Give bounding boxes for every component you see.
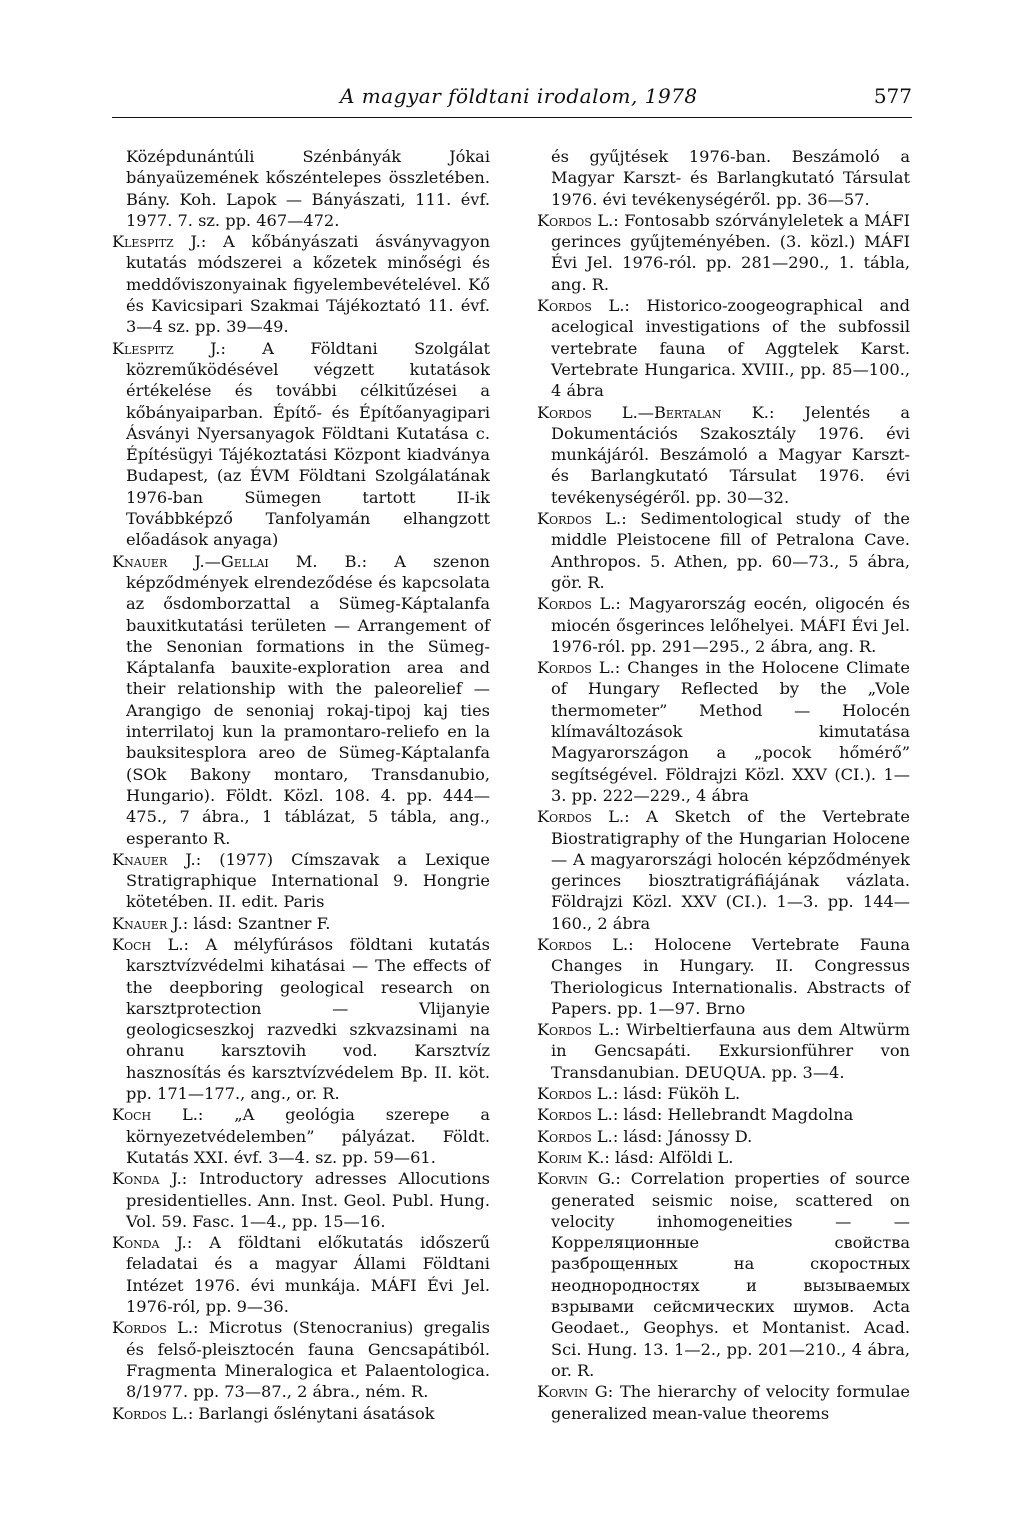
entry-author: Korvin G. bbox=[537, 1169, 616, 1189]
entry-author: Knauer J. bbox=[112, 849, 196, 869]
entry-text: : lásd: Hellebrandt Magdolna bbox=[612, 1105, 854, 1125]
bibliography-entry bbox=[537, 295, 910, 401]
entry-text: : lásd: Alföldi L. bbox=[604, 1147, 734, 1167]
bibliography-entry bbox=[112, 1403, 490, 1424]
bibliography-entry bbox=[112, 934, 490, 1104]
entry-author: Klespitz J. bbox=[112, 232, 201, 252]
entry-text: : A kőbányászati ásványvagyon kutatás módszerei a kőzetek minőségi és meddőviszonyainak figyelembevételével. Kő és Kavicsipari Szakmai Tájékoztató 11. évf. 3—4 sz. pp. 39—49. bbox=[126, 232, 490, 337]
entry-text: : Introductory adresses Allocutions presidentielles. Ann. Inst. Geol. Publ. Hung. Vol. 59. Fasc. 1—4., pp. 15—16. bbox=[126, 1169, 490, 1231]
bibliography-entry bbox=[112, 1232, 490, 1317]
bibliography-entry bbox=[537, 593, 910, 657]
bibliography-entry bbox=[537, 210, 910, 295]
running-header bbox=[112, 84, 912, 116]
entry-text: : Fontosabb szórványleletek a MÁFI gerinces gyűjteményében. (3. közl.) MÁFI Évi Jel. 1976-ról. pp. 281—290., 1. tábla, ang. R. bbox=[551, 210, 911, 294]
entry-text: : A Földtani Szolgálat közreműködésével végzett kutatások értékelése és további célkitűzései a kőbányaiparban. Építő- és Építőanyagipari Ásványi Nyersanyagok Földtani Kutatása c. Építésügyi Tájékoztatási Központ kiadványa Budapest, (az ÉVM Földtani Szolgálatának 1976-ban Sümegen tartott II-ik Továbbképző Tanfolyamán elhangzott előadások anyaga) bbox=[126, 338, 491, 550]
entry-author: Konda J. bbox=[112, 1169, 182, 1189]
entry-author: Kordos L. bbox=[537, 807, 625, 827]
entry-author: Knauer J.—Gellai M. B. bbox=[112, 551, 362, 571]
entry-text: : Changes in the Holocene Climate of Hungary Reflected by the „Vole thermometer” Method — Holocén klímaváltozások kimutatása Magyarországon a „pocok hőmérő” segítségével. Földrajzi Közl. XXV (CI.). 1—3. pp. 222—229., 4 ábra bbox=[551, 658, 910, 805]
bibliography-entry bbox=[112, 231, 490, 337]
bibliography-entry bbox=[112, 338, 490, 551]
left-column bbox=[112, 146, 490, 1424]
entry-author: Kordos L. bbox=[112, 1318, 193, 1338]
entry-author: Koch L. bbox=[112, 1105, 198, 1125]
entry-text: : The hierarchy of velocity formulae generalized mean-value theorems bbox=[551, 1382, 910, 1423]
entry-author: Klespitz J. bbox=[112, 338, 221, 358]
entry-author: Kordos L. bbox=[537, 1020, 615, 1040]
bibliography-entry bbox=[112, 849, 490, 913]
bibliography-entry bbox=[537, 806, 910, 934]
bibliography-entry bbox=[537, 402, 910, 508]
entry-author: Korim K. bbox=[537, 1147, 605, 1167]
entry-text: : Sedimentological study of the middle Pleistocene fill of Petralona Cave. Anthropos. 5. Athen, pp. 60—73., 5 ábra, gör. R. bbox=[551, 509, 911, 592]
bibliography-entry bbox=[537, 1168, 910, 1381]
entry-author: Kordos L. bbox=[537, 1126, 613, 1146]
entry-author: Kordos L.—Bertalan K. bbox=[537, 402, 769, 422]
entry-text: : Historico-zoogeographical and acelogical investigations of the subfossil vertebrate fauna of Aggtelek Karst. Vertebrate Hungarica. XVIII., pp. 85—100., 4 ábra bbox=[551, 296, 910, 401]
bibliography-entry bbox=[112, 551, 490, 849]
entry-text: : A földtani előkutatás időszerű feladatai és a magyar Állami Földtani Intézet 1976. évi munkája. MÁFI Évi Jel. 1976-ról, pp. 9—36. bbox=[126, 1233, 490, 1317]
entry-author: Kordos L. bbox=[537, 509, 622, 529]
entry-text: : Holocene Vertebrate Fauna Changes in Hungary. II. Congressus Theriologicus Internationalis. Abstracts of Papers. pp. 1—97. Brno bbox=[551, 934, 910, 1018]
header-rule bbox=[112, 117, 912, 118]
bibliography-entry bbox=[537, 657, 910, 806]
entry-text: : lásd: Szantner F. bbox=[182, 913, 331, 933]
entry-text: és gyűjtések 1976-ban. Beszámoló a Magyar Karszt- és Barlangkutató Társulat 1976. évi tevékenységéről. pp. 36—57. bbox=[551, 147, 910, 209]
bibliography-entry bbox=[537, 1083, 910, 1104]
entry-text: : A szenon képződmények elrendeződése és kapcsolata az ősdomborzattal a Sümeg-Káptalanfa bauxitkutatási területen — Arrangement of the Senonian formations in the Sümeg-Káptalanfa bauxite-exploration area and their relationship with the paleorelief — Arangigo de senoniaj rokaj-tipoj kaj ties interrilatoj kun la pramontaro-reliefo en la bauksitesplora areo de Sümeg-Káptalanfa (SOk Bakony montaro, Transdanubio, Hungario). Földt. Közl. 108. 4. pp. 444—475., 7 ábra., 1 táblázat, 5 tábla, ang., esperanto R. bbox=[126, 551, 490, 848]
entry-text: : Wirbeltierfauna aus dem Altwürm in Gencsapáti. Exkursionführer von Transdanubian. DEUQUA. pp. 3—4. bbox=[551, 1020, 910, 1082]
bibliography-entry bbox=[537, 1147, 910, 1168]
bibliography-entry bbox=[112, 1168, 490, 1232]
entry-text: : Microtus (Stenocranius) gregalis és felső-pleisztocén fauna Gencsapátiból. Fragmenta Mineralogica et Palaentologica. 8/1977. pp. 73—87., 2 ábra., ném. R. bbox=[126, 1318, 490, 1402]
entry-text: : A mélyfúrásos földtani kutatás karsztvízvédelmi kihatásai — The effects of the deepboring geological research on karsztprotection — Vlijanyie geologicseszkoj razvedki szkvazsinami na ohranu karsztovih vod. Karsztvíz hasznosítás és karsztvízvédelem Bp. II. köt. pp. 171—177., ang., or. R. bbox=[126, 934, 490, 1104]
entry-text: : lásd: Jánossy D. bbox=[612, 1126, 753, 1146]
bibliography-entry bbox=[112, 1317, 490, 1402]
page-number: 577 bbox=[873, 84, 912, 108]
bibliography-entry bbox=[537, 1104, 910, 1125]
entry-text: : Jelentés a Dokumentációs Szakosztály 1976. évi munkájáról. Beszámoló a Magyar Karszt- és Barlangkutató Társulat 1976. évi tevékenységéről. pp. 30—32. bbox=[551, 402, 910, 507]
entry-author: Korvin G bbox=[537, 1382, 608, 1402]
entry-text: Középdunántúli Szénbányák Jókai bányaüzemének kőszéntelepes összletében. Bány. Koh. Lapok — Bányászati, 111. évf. 1977. 7. sz. pp. 467—472. bbox=[126, 147, 490, 230]
entry-text: : lásd: Füköh L. bbox=[612, 1084, 741, 1104]
entry-author: Kordos L. bbox=[537, 658, 615, 678]
entry-text: : Barlangi őslénytani ásatások bbox=[187, 1403, 435, 1423]
entry-author: Koch L. bbox=[112, 934, 184, 954]
right-column bbox=[537, 146, 910, 1424]
bibliography-entry bbox=[112, 913, 490, 934]
entry-author: Knauer J. bbox=[112, 913, 183, 933]
bibliography-entry bbox=[537, 1381, 910, 1424]
entry-text: : Magyarország eocén, oligocén és miocén ősgerinces lelőhelyei. MÁFI Évi Jel. 1976-ról. pp. 291—295., 2 ábra, ang. R. bbox=[551, 594, 910, 656]
running-title: A magyar földtani irodalom, 1978 bbox=[340, 84, 698, 108]
bibliography-entry bbox=[112, 146, 490, 231]
entry-text: : A Sketch of the Vertebrate Biostratigraphy of the Hungarian Holocene — A magyarországi holocén képződmények gerinces biosztratigráfiájának vázlata. Földrajzi Közl. XXV (CI.). 1—3. pp. 144—160., 2 ábra bbox=[551, 807, 910, 933]
bibliography-entry bbox=[537, 146, 910, 210]
entry-text: : Correlation properties of source generated seismic noise, scattered on velocity inhomogeneities — — Корреляционные свойства разброщенных на скоростных неоднородностях и вызываемых взрывами сейсмических шумов. Acta Geodaet., Geophys. et Montanist. Acad. Sci. Hung. 13. 1—2., pp. 201—210., 4 ábra, or. R. bbox=[551, 1169, 910, 1380]
entry-author: Kordos L. bbox=[112, 1403, 188, 1423]
entry-author: Kordos L. bbox=[537, 1105, 613, 1125]
entry-author: Kordos L. bbox=[537, 934, 629, 954]
entry-text: : „A geológia szerepe a környezetvédelemben” pályázat. Földt. Kutatás XXI. évf. 3—4. sz. pp. 59—61. bbox=[126, 1105, 490, 1167]
entry-author: Kordos L. bbox=[537, 594, 616, 614]
bibliography-entry bbox=[537, 1126, 910, 1147]
entry-author: Kordos L. bbox=[537, 1084, 613, 1104]
bibliography-entry bbox=[112, 1104, 490, 1168]
entry-author: Kordos L. bbox=[537, 296, 625, 316]
bibliography-entry bbox=[537, 508, 910, 593]
bibliography-entry bbox=[537, 1019, 910, 1083]
entry-text: : (1977) Címszavak a Lexique Stratigraphique International 9. Hongrie kötetében. II. edit. Paris bbox=[126, 849, 490, 912]
bibliography-entry bbox=[537, 934, 910, 1019]
entry-author: Kordos L. bbox=[537, 210, 614, 230]
entry-author: Konda J. bbox=[112, 1233, 187, 1253]
